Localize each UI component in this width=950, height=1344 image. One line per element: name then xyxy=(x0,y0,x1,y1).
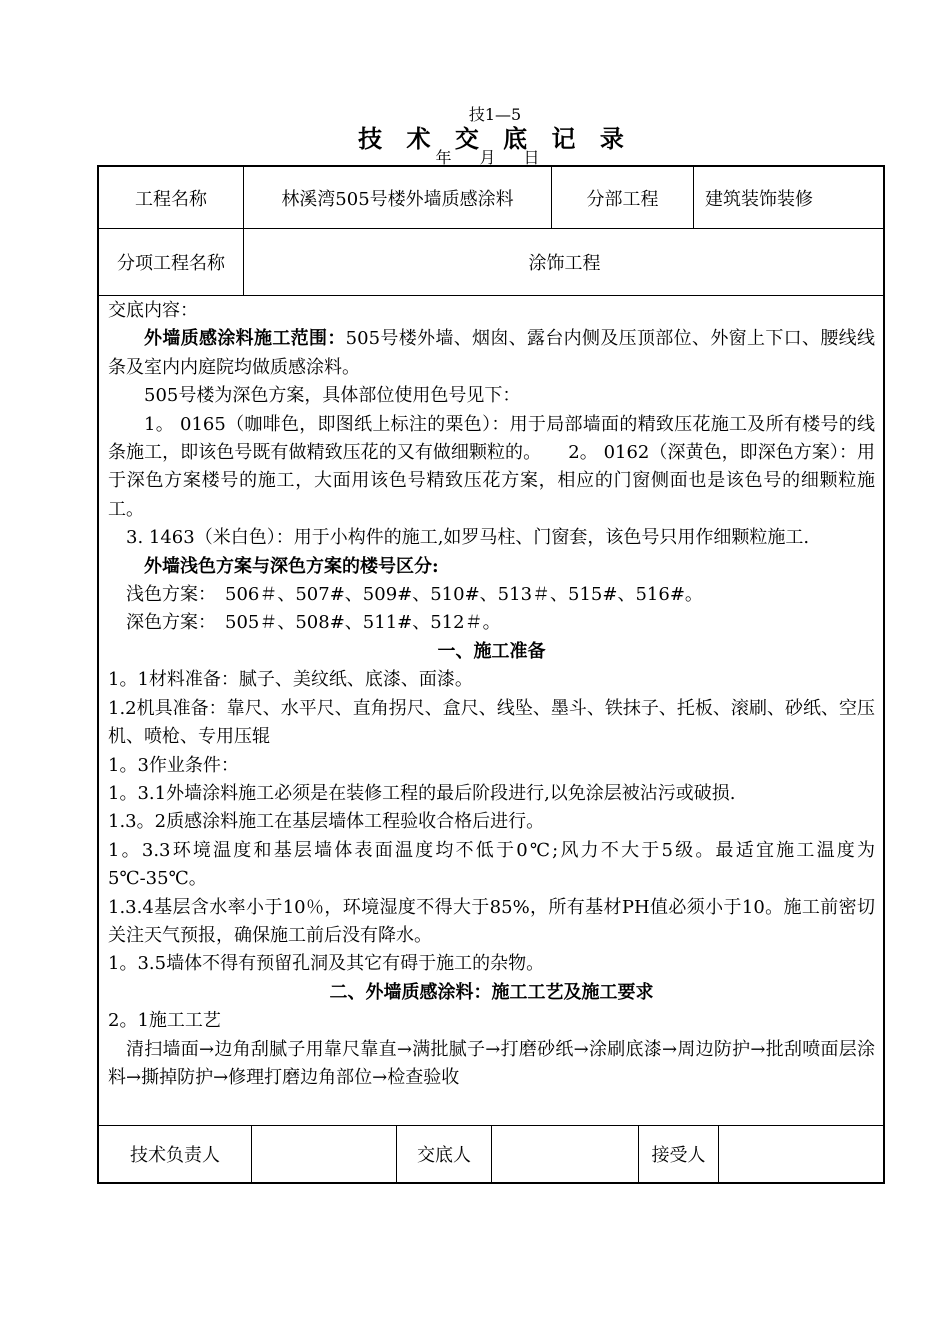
record-table xyxy=(97,165,885,1184)
intro-label: 交底内容： xyxy=(108,300,198,321)
s1-3-3: 1。3.3环境温度和基层墙体表面温度均不低于0℃;风力不大于5级。最适宜施工温度为5℃-35℃。 xyxy=(108,839,875,890)
receiver-value[interactable] xyxy=(719,1126,885,1182)
s1-3-5: 1。3.5墙体不得有预留孔洞及其它有碍于施工的杂物。 xyxy=(108,953,545,975)
color-3: 3. 1463（米白色）：用于小构件的施工,如罗马柱、门窗套，该色号只用作细颗粒施工. xyxy=(126,527,810,549)
scope-text: 505号楼外墙、烟囱、露台内侧及压顶部位、外窗上下口、腰线线条及室内内庭院均做质感涂料。 xyxy=(108,328,876,378)
project-name-label: 工程名称 xyxy=(135,188,207,210)
scope-paragraph xyxy=(108,325,875,382)
project-name-value: 林溪湾505号楼外墙质感涂料 xyxy=(281,188,514,210)
section-1-title: 一、施工准备 xyxy=(437,640,546,662)
s2-flow: 清扫墙面→边角刮腻子用靠尺靠直→满批腻子→打磨砂纸→涂刷底漆→周边防护→批刮喷面层涂料→撕掉防护→修理打磨边角部位→检查验收 xyxy=(108,1038,875,1088)
receiver-label: 接受人 xyxy=(651,1145,706,1166)
subitem-row xyxy=(99,228,883,296)
date-month: 月 xyxy=(479,148,496,167)
date-day: 日 xyxy=(523,148,540,167)
s1-3-2: 1.3。2质感涂料施工在基层墙体工程验收合格后进行。 xyxy=(108,811,545,833)
scheme-line: 505号楼为深色方案，具体部位使用色号见下： xyxy=(144,385,521,407)
section-2-title: 二、外墙质感涂料：施工工艺及施工要求 xyxy=(329,981,654,1003)
division-label: 分部工程 xyxy=(586,188,659,210)
signature-row xyxy=(99,1125,883,1182)
s1-3-1: 1。3.1外墙涂料施工必须是在装修工程的最后阶段进行,以免涂层被沾污或破损. xyxy=(108,782,736,804)
tech-lead-value[interactable] xyxy=(252,1126,396,1182)
division-value: 建筑装饰装修 xyxy=(705,188,813,210)
date-year: 年 xyxy=(435,148,452,167)
tech-lead-label: 技术负责人 xyxy=(130,1145,220,1166)
form-code: 技1—5 xyxy=(468,105,522,124)
s1-3-4: 1.3.4基层含水率小于10％，环境湿度不得大于85%，所有基材PH值必须小于10。施工前密切关注天气预报，确保施工前后没有降水。 xyxy=(108,896,875,946)
s1-1: 1。1材料准备：腻子、美纹纸、底漆、面漆。 xyxy=(108,669,473,691)
light-scheme: 浅色方案： 506＃、507#、509#、510#、513＃、515#、516#。 xyxy=(126,584,703,606)
color-1-2: 1。 0165（咖啡色，即图纸上标注的栗色）：用于局部墙面的精致压花施工及所有楼号的线条施工，即该色号既有做精致压花的又有做细颗粒的。 2。 0162（深黄色，即深色方案）：用于深色方案楼号的施工，大面用该色号精致压花方案，相应的门窗侧面也是该色号的细颗粒施工。 xyxy=(108,413,875,520)
scheme-bold: 外墙浅色方案与深色方案的楼号区分: xyxy=(144,555,439,577)
subitem-label: 分项工程名称 xyxy=(117,252,225,274)
s1-2: 1.2机具准备：靠尺、水平尺、直角拐尺、盒尺、线坠、墨斗、铁抹子、托板、滚刷、砂纸、空压机、喷枪、专用压辊 xyxy=(108,697,875,748)
presenter-label: 交底人 xyxy=(417,1145,471,1166)
s1-3: 1。3作业条件： xyxy=(108,754,239,776)
project-row xyxy=(99,167,883,229)
s2-1: 2。1施工工艺 xyxy=(108,1010,221,1032)
dark-scheme: 深色方案： 505＃、508#、511#、512＃。 xyxy=(126,612,501,634)
presenter-value[interactable] xyxy=(492,1126,638,1182)
disclosure-content xyxy=(108,297,875,1092)
scope-bold: 外墙质感涂料施工范围： xyxy=(144,328,346,350)
subitem-value: 涂饰工程 xyxy=(528,252,601,274)
page-title: 技 术 交 底 记 录 xyxy=(358,124,632,153)
